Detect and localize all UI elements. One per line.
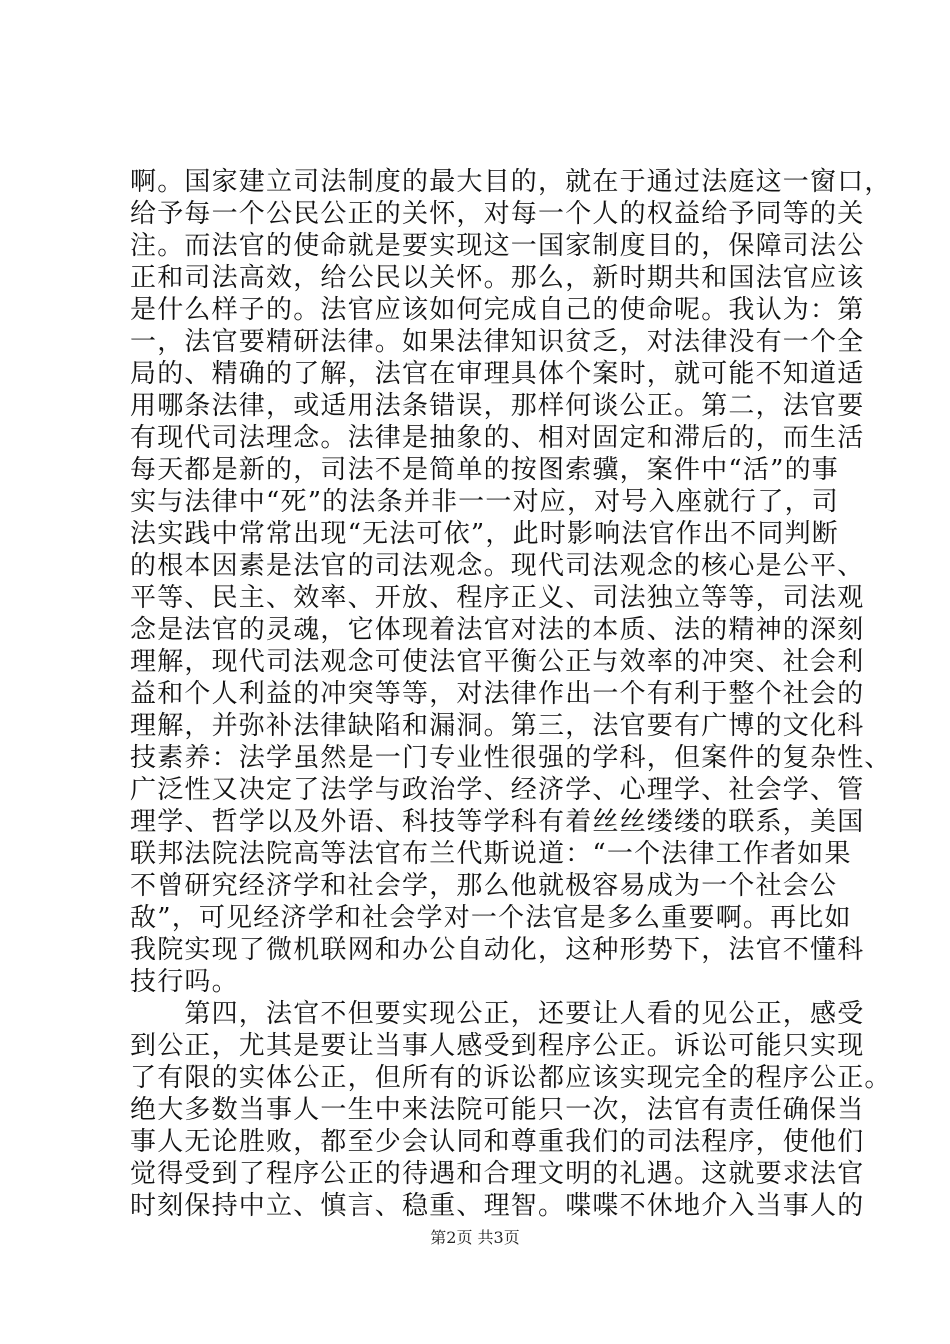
body-text	[130, 166, 892, 1222]
text-line: 用哪条法律，或适用法条错误，那样何谈公正。第二，法官要	[130, 391, 865, 421]
text-line: 我院实现了微机联网和办公自动化，这种形势下，法官不懂科	[130, 935, 865, 965]
text-line: 正和司法高效，给公民以关怀。那么，新时期共和国法官应该	[130, 263, 865, 293]
text-line: 事人无论胜败，都至少会认同和尊重我们的司法程序，使他们	[130, 1127, 865, 1157]
text-line: 联邦法院法院高等法官布兰代斯说道：“一个法律工作者如果	[130, 839, 852, 869]
page-number-label: 第2页 共3页	[430, 1228, 520, 1247]
text-line: 敌”，可见经济学和社会学对一个法官是多么重要啊。再比如	[130, 903, 852, 933]
text-line: 念是法官的灵魂，它体现着法官对法的本质、法的精神的深刻	[130, 615, 865, 645]
text-line: 有现代司法理念。法律是抽象的、相对固定和滞后的，而生活	[130, 423, 865, 453]
text-line: 广泛性又决定了法学与政治学、经济学、心理学、社会学、管	[130, 775, 865, 805]
text-line: 注。而法官的使命就是要实现这一国家制度目的，保障司法公	[130, 231, 865, 261]
text-line: 益和个人利益的冲突等等，对法律作出一个有利于整个社会的	[130, 679, 865, 709]
text-line: 技行吗。	[130, 967, 239, 997]
text-line: 啊。国家建立司法制度的最大目的，就在于通过法庭这一窗口，	[130, 167, 892, 197]
text-line: 实与法律中“死”的法条并非一一对应，对号入座就行了，司	[130, 487, 839, 517]
text-line: 时刻保持中立、慎言、稳重、理智。喋喋不休地介入当事人的	[130, 1191, 865, 1221]
text-line: 法实践中常常出现“无法可依”，此时影响法官作出不同判断	[130, 519, 839, 549]
text-line: 理学、哲学以及外语、科技等学科有着丝丝缕缕的联系，美国	[130, 807, 865, 837]
text-line: 觉得受到了程序公正的待遇和合理文明的礼遇。这就要求法官	[130, 1159, 865, 1189]
text-line: 到公正，尤其是要让当事人感受到程序公正。诉讼可能只实现	[130, 1031, 865, 1061]
text-line: 理解，并弥补法律缺陷和漏洞。第三，法官要有广博的文化科	[130, 711, 865, 741]
text-line: 理解，现代司法观念可使法官平衡公正与效率的冲突、社会利	[130, 647, 865, 677]
page-footer	[0, 1228, 950, 1248]
text-line: 一，法官要精研法律。如果法律知识贫乏，对法律没有一个全	[130, 327, 865, 357]
text-line: 第四，法官不但要实现公正，还要让人看的见公正，感受	[130, 999, 865, 1029]
text-line: 是什么样子的。法官应该如何完成自己的使命呢。我认为：第	[130, 295, 865, 325]
text-line: 局的、精确的了解，法官在审理具体个案时，就可能不知道适	[130, 359, 865, 389]
text-line: 平等、民主、效率、开放、程序正义、司法独立等等，司法观	[130, 583, 865, 613]
text-line: 绝大多数当事人一生中来法院可能只一次，法官有责任确保当	[130, 1095, 865, 1125]
text-line: 的根本因素是法官的司法观念。现代司法观念的核心是公平、	[130, 551, 865, 581]
text-line: 给予每一个公民公正的关怀，对每一个人的权益给予同等的关	[130, 199, 865, 229]
text-line: 每天都是新的，司法不是简单的按图索骥，案件中“活”的事	[130, 455, 839, 485]
text-line: 技素养：法学虽然是一门专业性很强的学科，但案件的复杂性、	[130, 743, 892, 773]
text-line: 了有限的实体公正，但所有的诉讼都应该实现完全的程序公正。	[130, 1063, 892, 1093]
text-line: 不曾研究经济学和社会学，那么他就极容易成为一个社会公	[130, 871, 838, 901]
